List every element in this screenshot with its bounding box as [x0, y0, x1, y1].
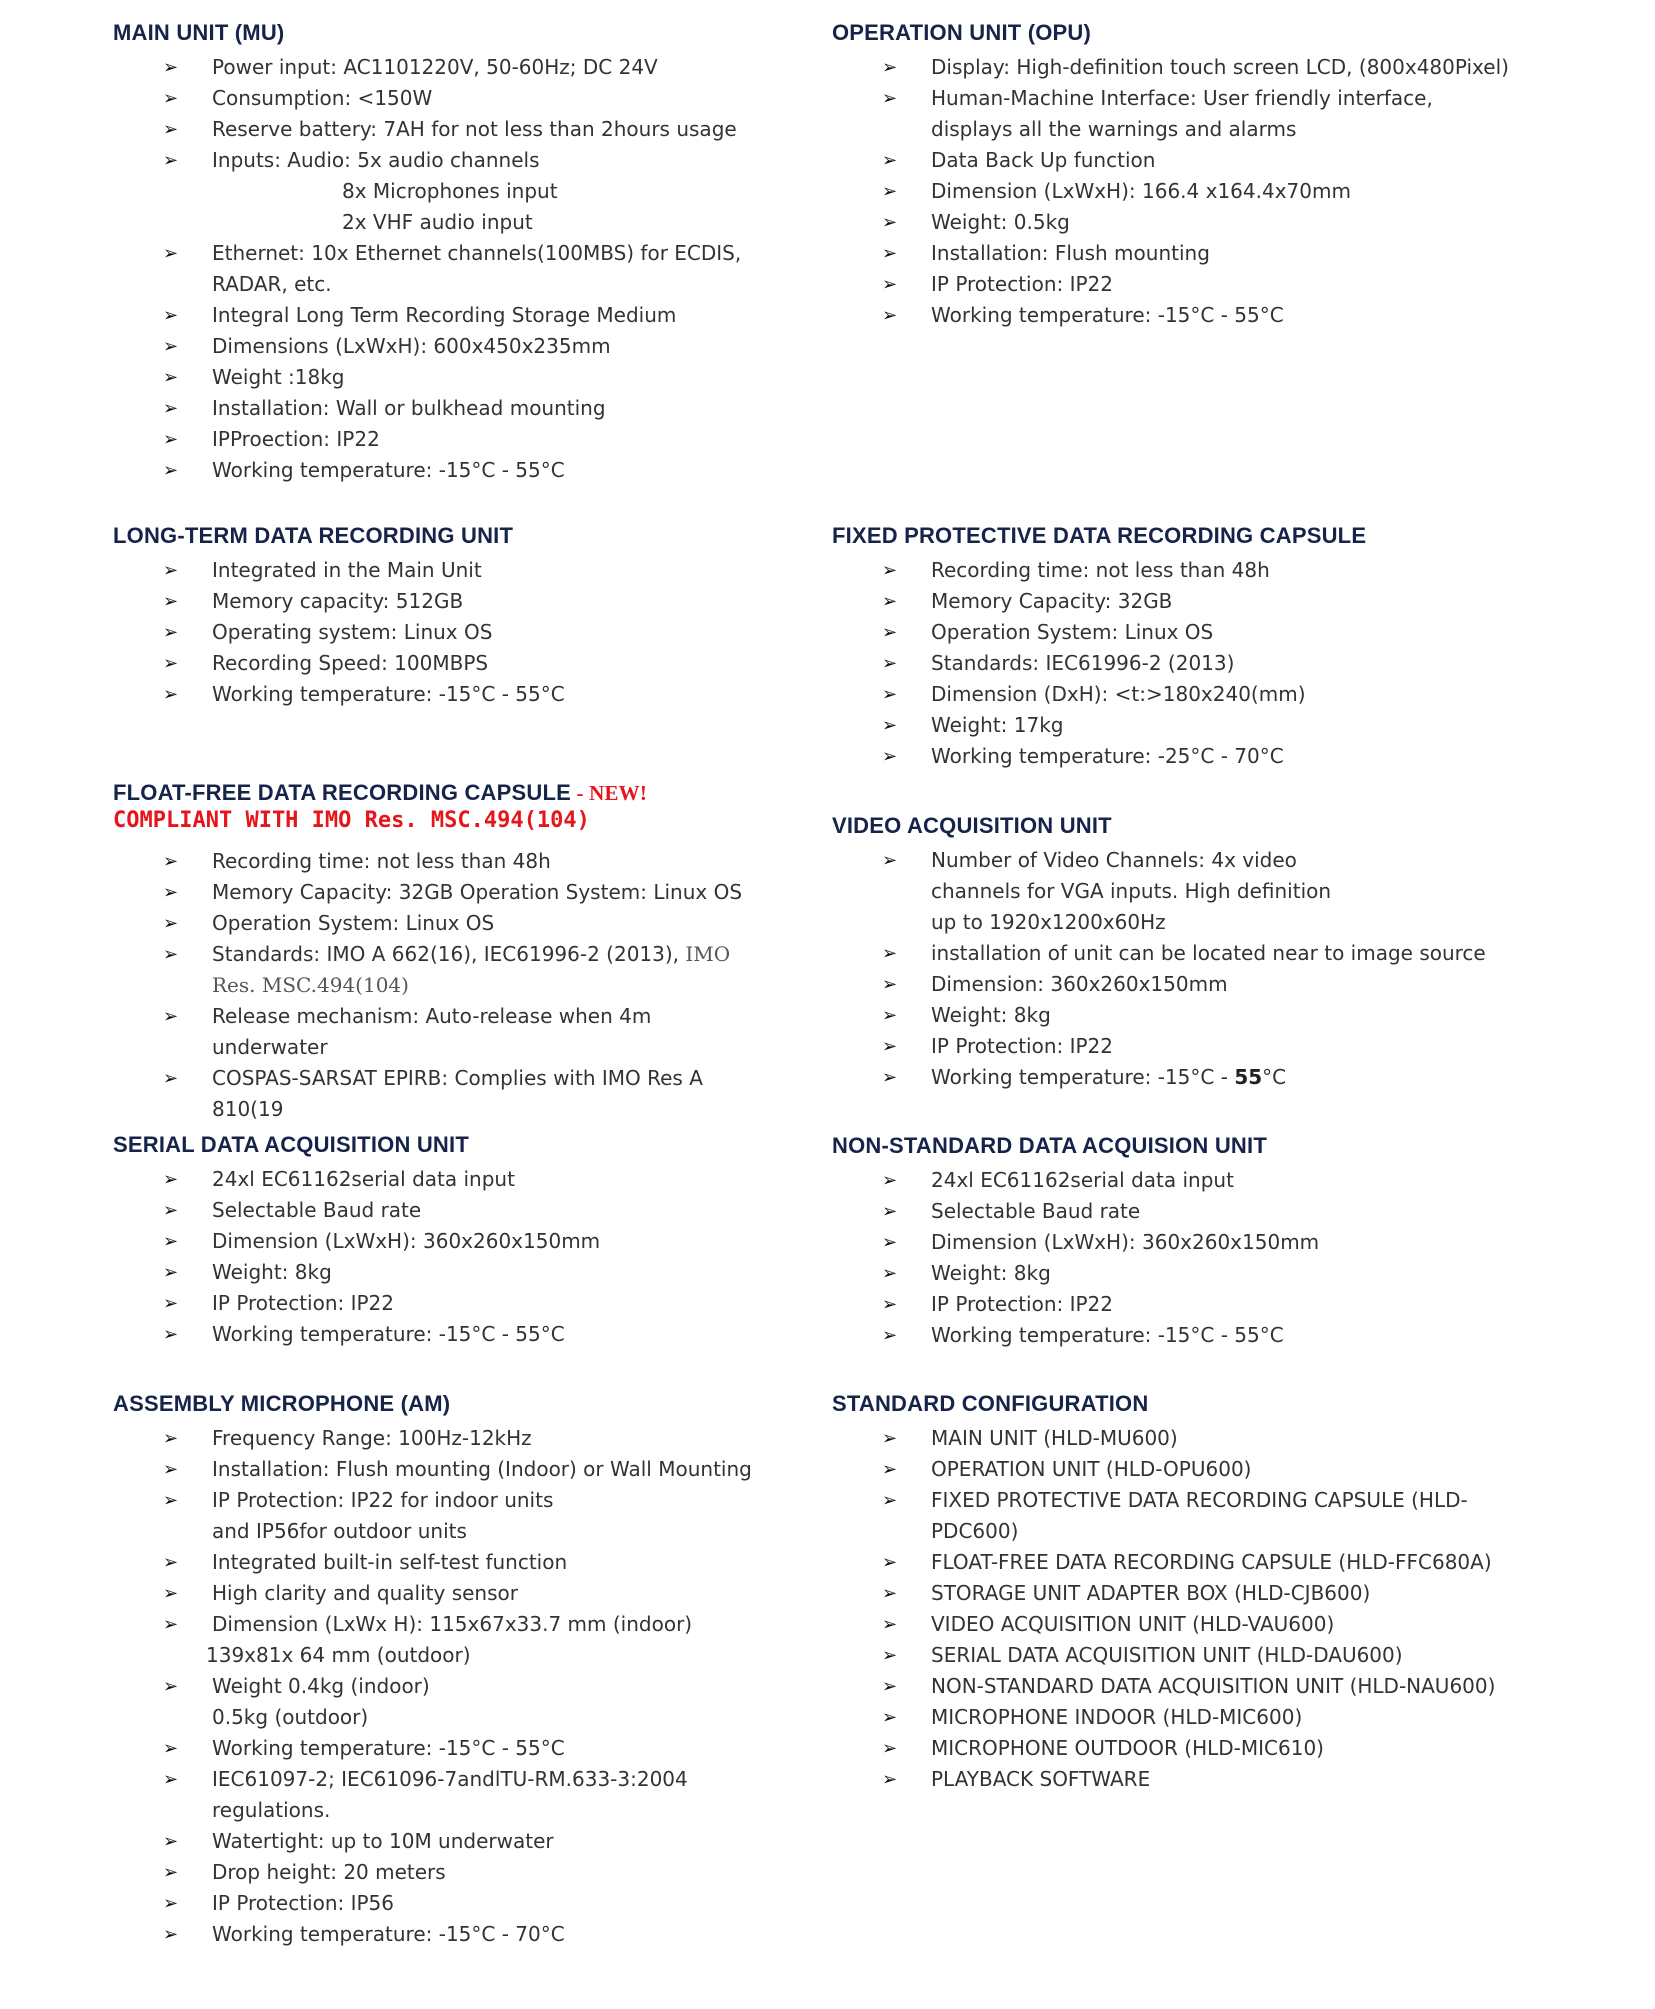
operation-unit-list [832, 52, 1552, 331]
microphone-list [113, 1423, 833, 1950]
arrow-bullet-icon: ➢ [163, 882, 179, 903]
arrow-bullet-icon: ➢ [163, 851, 179, 872]
float-free-heading: FLOAT-FREE DATA RECORDING CAPSULE - NEW! [113, 780, 648, 805]
list-item: ➢ Selectable Baud rate [113, 1195, 833, 1226]
list-item: ➢ Data Back Up function [832, 145, 1552, 176]
arrow-bullet-icon: ➢ [163, 1006, 179, 1027]
arrow-bullet-icon: ➢ [163, 1893, 179, 1914]
non-standard-list [832, 1165, 1552, 1351]
main-unit-list [113, 52, 833, 486]
microphone-heading: ASSEMBLY MICROPHONE (AM) [113, 1391, 451, 1416]
list-item: ➢ MICROPHONE OUTDOOR (HLD-MIC610) [832, 1733, 1552, 1764]
arrow-bullet-icon: ➢ [882, 1325, 898, 1346]
list-item: ➢ FIXED PROTECTIVE DATA RECORDING CAPSULE (HLD- PDC600) [832, 1485, 1552, 1547]
main-unit-section [113, 18, 833, 486]
arrow-bullet-icon: ➢ [163, 1831, 179, 1852]
list-item: ➢ PLAYBACK SOFTWARE [832, 1764, 1552, 1795]
arrow-bullet-icon: ➢ [163, 684, 179, 705]
operation-unit-section [832, 18, 1552, 331]
list-item: ➢ 24xl EC61162serial data input [113, 1164, 833, 1195]
arrow-bullet-icon: ➢ [882, 1552, 898, 1573]
arrow-bullet-icon: ➢ [882, 622, 898, 643]
list-item: ➢ Selectable Baud rate [832, 1196, 1552, 1227]
list-item: ➢ Working temperature: -15°C - 55°C [113, 1319, 833, 1350]
arrow-bullet-icon: ➢ [882, 88, 898, 109]
arrow-bullet-icon: ➢ [882, 684, 898, 705]
list-item: ➢ Integrated in the Main Unit [113, 555, 833, 586]
non-standard-section [832, 1131, 1552, 1351]
list-item: ➢ Human-Machine Interface: User friendly interface, displays all the warnings and alarms [832, 83, 1552, 145]
arrow-bullet-icon: ➢ [882, 1707, 898, 1728]
arrow-bullet-icon: ➢ [882, 1645, 898, 1666]
list-item: ➢ Ethernet: 10x Ethernet channels(100MBS) for ECDIS, RADAR, etc. [113, 238, 833, 300]
arrow-bullet-icon: ➢ [163, 913, 179, 934]
list-item: ➢ Recording time: not less than 48h [113, 846, 833, 877]
list-item: ➢ High clarity and quality sensor [113, 1578, 833, 1609]
arrow-bullet-icon: ➢ [882, 1036, 898, 1057]
arrow-bullet-icon: ➢ [163, 560, 179, 581]
arrow-bullet-icon: ➢ [163, 367, 179, 388]
arrow-bullet-icon: ➢ [163, 1324, 179, 1345]
list-item: ➢ Operation System: Linux OS [832, 617, 1552, 648]
arrow-bullet-icon: ➢ [882, 1490, 898, 1511]
arrow-bullet-icon: ➢ [163, 1459, 179, 1480]
arrow-bullet-icon: ➢ [163, 460, 179, 481]
list-item: ➢ Dimension: 360x260x150mm [832, 969, 1552, 1000]
arrow-bullet-icon: ➢ [882, 1232, 898, 1253]
list-item: ➢ IP Protection: IP22 [113, 1288, 833, 1319]
arrow-bullet-icon: ➢ [163, 1769, 179, 1790]
arrow-bullet-icon: ➢ [882, 1738, 898, 1759]
arrow-bullet-icon: ➢ [163, 243, 179, 264]
list-item: ➢ Dimension (LxWxH): 166.4 x164.4x70mm [832, 176, 1552, 207]
arrow-bullet-icon: ➢ [882, 974, 898, 995]
arrow-bullet-icon: ➢ [882, 1294, 898, 1315]
list-item: ➢ COSPAS-SARSAT EPIRB: Complies with IMO Res A 810(19 [113, 1063, 833, 1125]
video-section [832, 811, 1552, 1093]
arrow-bullet-icon: ➢ [882, 1170, 898, 1191]
arrow-bullet-icon: ➢ [163, 1428, 179, 1449]
fixed-capsule-list [832, 555, 1552, 772]
list-item: ➢ Memory capacity: 512GB [113, 586, 833, 617]
list-item: ➢ SERIAL DATA ACQUISITION UNIT (HLD-DAU600) [832, 1640, 1552, 1671]
arrow-bullet-icon: ➢ [882, 746, 898, 767]
list-item: ➢ Recording Speed: 100MBPS [113, 648, 833, 679]
list-item: ➢ IP Protection: IP56 [113, 1888, 833, 1919]
arrow-bullet-icon: ➢ [882, 274, 898, 295]
arrow-bullet-icon: ➢ [163, 57, 179, 78]
arrow-bullet-icon: ➢ [882, 1428, 898, 1449]
list-item: ➢ IP Protection: IP22 [832, 269, 1552, 300]
list-item: ➢ Weight: 8kg [832, 1000, 1552, 1031]
arrow-bullet-icon: ➢ [882, 1583, 898, 1604]
list-item: ➢ NON-STANDARD DATA ACQUISITION UNIT (HLD-NAU600) [832, 1671, 1552, 1702]
arrow-bullet-icon: ➢ [163, 1262, 179, 1283]
arrow-bullet-icon: ➢ [882, 591, 898, 612]
list-item: ➢ Installation: Flush mounting [832, 238, 1552, 269]
list-item: ➢ Watertight: up to 10M underwater [113, 1826, 833, 1857]
list-item: ➢ Dimension (LxWxH): 360x260x150mm [832, 1227, 1552, 1258]
list-item: ➢ Working temperature: -15°C - 55°C [832, 1062, 1552, 1093]
new-tag: - NEW! [571, 781, 648, 805]
arrow-bullet-icon: ➢ [163, 1738, 179, 1759]
list-item: ➢ Working temperature: -25°C - 70°C [832, 741, 1552, 772]
list-item: ➢ Working temperature: -15°C - 55°C [832, 1320, 1552, 1351]
video-list [832, 845, 1552, 1093]
arrow-bullet-icon: ➢ [163, 1924, 179, 1945]
long-term-heading: LONG-TERM DATA RECORDING UNIT [113, 523, 514, 548]
list-item: ➢ Memory Capacity: 32GB [832, 586, 1552, 617]
list-item: ➢ Operation System: Linux OS [113, 908, 833, 939]
list-item: ➢ Dimension (LxWxH): 360x260x150mm [113, 1226, 833, 1257]
list-item: ➢ installation of unit can be located near to image source [832, 938, 1552, 969]
list-item: ➢ IP Protection: IP22 for indoor units and IP56for outdoor units [113, 1485, 833, 1547]
arrow-bullet-icon: ➢ [163, 119, 179, 140]
arrow-bullet-icon: ➢ [163, 1169, 179, 1190]
arrow-bullet-icon: ➢ [163, 1583, 179, 1604]
list-item: ➢ Display: High-definition touch screen LCD, (800x480Pixel) [832, 52, 1552, 83]
serial-list [113, 1164, 833, 1350]
list-item: ➢ IP Protection: IP22 [832, 1031, 1552, 1062]
arrow-bullet-icon: ➢ [163, 1200, 179, 1221]
list-item: ➢ Working temperature: -15°C - 55°C [113, 455, 833, 486]
arrow-bullet-icon: ➢ [882, 1201, 898, 1222]
arrow-bullet-icon: ➢ [163, 591, 179, 612]
arrow-bullet-icon: ➢ [882, 181, 898, 202]
arrow-bullet-icon: ➢ [163, 1552, 179, 1573]
list-item: ➢ Weight: 8kg [113, 1257, 833, 1288]
list-item: ➢ Weight :18kg [113, 362, 833, 393]
operation-unit-heading: OPERATION UNIT (OPU) [832, 20, 1092, 45]
list-item: ➢ Integrated built-in self-test function [113, 1547, 833, 1578]
list-item: ➢ IPProection: IP22 [113, 424, 833, 455]
list-item: ➢ FLOAT-FREE DATA RECORDING CAPSULE (HLD-FFC680A) [832, 1547, 1552, 1578]
arrow-bullet-icon: ➢ [882, 150, 898, 171]
compliance-note: COMPLIANT WITH IMO Res. MSC.494(104) [113, 808, 590, 833]
arrow-bullet-icon: ➢ [882, 715, 898, 736]
arrow-bullet-icon: ➢ [163, 1490, 179, 1511]
list-item: ➢ Standards: IEC61996-2 (2013) [832, 648, 1552, 679]
long-term-list [113, 555, 833, 710]
non-standard-heading: NON-STANDARD DATA ACQUISION UNIT [832, 1133, 1267, 1158]
long-term-section [113, 521, 833, 710]
list-item: ➢ Number of Video Channels: 4x video channels for VGA inputs. High definition up to 1920x1200x60Hz [832, 845, 1552, 938]
list-item: ➢ MICROPHONE INDOOR (HLD-MIC600) [832, 1702, 1552, 1733]
list-item: ➢ Weight: 0.5kg [832, 207, 1552, 238]
arrow-bullet-icon: ➢ [163, 150, 179, 171]
list-item: ➢ Drop height: 20 meters [113, 1857, 833, 1888]
serial-section [113, 1130, 833, 1350]
list-item: ➢ IEC61097-2; IEC61096-7andlTU-RM.633-3:2004 regulations. [113, 1764, 833, 1826]
list-item: ➢ IP Protection: IP22 [832, 1289, 1552, 1320]
arrow-bullet-icon: ➢ [163, 1231, 179, 1252]
arrow-bullet-icon: ➢ [882, 1067, 898, 1088]
list-item: ➢ VIDEO ACQUISITION UNIT (HLD-VAU600) [832, 1609, 1552, 1640]
main-unit-heading: MAIN UNIT (MU) [113, 20, 285, 45]
arrow-bullet-icon: ➢ [882, 1005, 898, 1026]
list-item: ➢ Release mechanism: Auto-release when 4m underwater [113, 1001, 833, 1063]
list-item: ➢ Installation: Wall or bulkhead mounting [113, 393, 833, 424]
list-item: ➢ Power input: AC1101220V, 50-60Hz; DC 24V [113, 52, 833, 83]
arrow-bullet-icon: ➢ [882, 1614, 898, 1635]
list-item: ➢ STORAGE UNIT ADAPTER BOX (HLD-CJB600) [832, 1578, 1552, 1609]
list-item: ➢ Working temperature: -15°C - 55°C [113, 1733, 833, 1764]
arrow-bullet-icon: ➢ [882, 560, 898, 581]
arrow-bullet-icon: ➢ [882, 943, 898, 964]
arrow-bullet-icon: ➢ [163, 1293, 179, 1314]
list-item: ➢ Standards: IMO A 662(16), IEC61996-2 (2013), IMO Res. MSC.494(104) [113, 939, 833, 1001]
list-item: ➢ Working temperature: -15°C - 55°C [113, 679, 833, 710]
list-item: ➢ Recording time: not less than 48h [832, 555, 1552, 586]
float-free-list [113, 846, 833, 1125]
arrow-bullet-icon: ➢ [882, 305, 898, 326]
arrow-bullet-icon: ➢ [882, 1676, 898, 1697]
fixed-capsule-section [832, 521, 1552, 772]
standard-config-list [832, 1423, 1552, 1795]
list-item: ➢ Consumption: <150W [113, 83, 833, 114]
microphone-section [113, 1389, 833, 1950]
list-item: ➢ Installation: Flush mounting (Indoor) or Wall Mounting [113, 1454, 833, 1485]
video-heading: VIDEO ACQUISITION UNIT [832, 813, 1112, 838]
standard-config-section [832, 1389, 1552, 1795]
serial-heading: SERIAL DATA ACQUISITION UNIT [113, 1132, 469, 1157]
list-item: ➢ Reserve battery: 7AH for not less than 2hours usage [113, 114, 833, 145]
arrow-bullet-icon: ➢ [163, 944, 179, 965]
list-item: ➢ Weight: 8kg [832, 1258, 1552, 1289]
fixed-capsule-heading: FIXED PROTECTIVE DATA RECORDING CAPSULE [832, 523, 1367, 548]
list-item: ➢ MAIN UNIT (HLD-MU600) [832, 1423, 1552, 1454]
list-item: ➢ Weight: 17kg [832, 710, 1552, 741]
arrow-bullet-icon: ➢ [163, 1676, 179, 1697]
arrow-bullet-icon: ➢ [163, 305, 179, 326]
float-free-section [113, 778, 833, 1125]
arrow-bullet-icon: ➢ [882, 850, 898, 871]
list-item: ➢ Inputs: Audio: 5x audio channels 8x Microphones input 2x VHF audio input [113, 145, 833, 238]
list-item: ➢ Working temperature: -15°C - 55°C [832, 300, 1552, 331]
arrow-bullet-icon: ➢ [882, 243, 898, 264]
arrow-bullet-icon: ➢ [882, 1263, 898, 1284]
arrow-bullet-icon: ➢ [882, 57, 898, 78]
list-item: ➢ Operating system: Linux OS [113, 617, 833, 648]
arrow-bullet-icon: ➢ [882, 1769, 898, 1790]
list-item: ➢ Dimension (DxH): <t:>180x240(mm) [832, 679, 1552, 710]
list-item: ➢ Frequency Range: 100Hz-12kHz [113, 1423, 833, 1454]
arrow-bullet-icon: ➢ [163, 1068, 179, 1089]
list-item: ➢ Weight 0.4kg (indoor) 0.5kg (outdoor) [113, 1671, 833, 1733]
arrow-bullet-icon: ➢ [163, 1862, 179, 1883]
list-item: ➢ Dimensions (LxWxH): 600x450x235mm [113, 331, 833, 362]
list-item: ➢ 24xl EC61162serial data input [832, 1165, 1552, 1196]
arrow-bullet-icon: ➢ [163, 1614, 179, 1635]
list-item: ➢ OPERATION UNIT (HLD-OPU600) [832, 1454, 1552, 1485]
arrow-bullet-icon: ➢ [163, 88, 179, 109]
arrow-bullet-icon: ➢ [882, 212, 898, 233]
list-item: ➢ Integral Long Term Recording Storage Medium [113, 300, 833, 331]
list-item: ➢ Memory Capacity: 32GB Operation System: Linux OS [113, 877, 833, 908]
arrow-bullet-icon: ➢ [163, 336, 179, 357]
list-item: ➢ Working temperature: -15°C - 70°C [113, 1919, 833, 1950]
arrow-bullet-icon: ➢ [163, 653, 179, 674]
standard-config-heading: STANDARD CONFIGURATION [832, 1391, 1149, 1416]
arrow-bullet-icon: ➢ [163, 622, 179, 643]
list-item: ➢ Dimension (LxWx H): 115x67x33.7 mm (indoor) 139x81x 64 mm (outdoor) [113, 1609, 833, 1671]
arrow-bullet-icon: ➢ [882, 1459, 898, 1480]
arrow-bullet-icon: ➢ [882, 653, 898, 674]
arrow-bullet-icon: ➢ [163, 398, 179, 419]
arrow-bullet-icon: ➢ [163, 429, 179, 450]
